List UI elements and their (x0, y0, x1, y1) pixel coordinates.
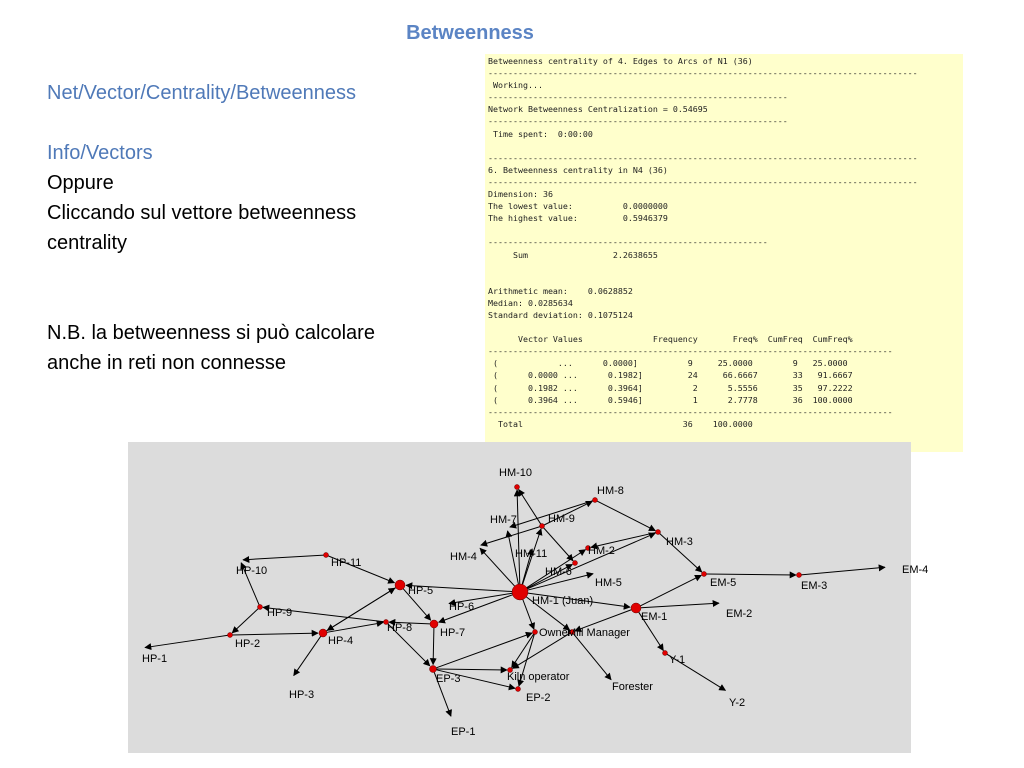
node-hm3[interactable] (656, 530, 661, 535)
note-line-2: anche in reti non connesse (47, 352, 287, 374)
node-hm10[interactable] (515, 485, 520, 490)
label-hp10: HP-10 (236, 565, 268, 577)
instructions-text (47, 78, 447, 378)
edge-em1-em2 (641, 603, 719, 608)
edge-hp9-hp2 (232, 608, 258, 633)
label-em2: EM-2 (726, 608, 753, 620)
label-hp4: HP-4 (328, 635, 354, 647)
network-svg (128, 442, 929, 753)
edge-hp4-hp8 (327, 623, 383, 633)
label-em5: EM-5 (710, 577, 737, 589)
network-graph (128, 442, 929, 753)
slide-title: Betweenness (406, 22, 534, 44)
node-hp9[interactable] (258, 605, 263, 610)
graph-labels (142, 467, 928, 738)
label-hm9: HM-9 (548, 513, 575, 525)
label-y2: Y-2 (729, 697, 746, 709)
label-mill: Mill Manager (567, 627, 630, 639)
edge-hm1-hm4 (480, 548, 515, 586)
node-ep2[interactable] (516, 687, 521, 692)
edge-hp7-ep3 (433, 628, 434, 665)
edge-em1-em5 (640, 575, 701, 605)
label-hp11: HP-11 (331, 557, 362, 569)
label-kiln: Kiln operator (507, 671, 570, 683)
note-line-1: N.B. la betweenness si può calcolare (47, 322, 375, 344)
node-hm6[interactable] (573, 561, 578, 566)
label-hm5: HM-5 (595, 577, 622, 589)
click-vector-line-2: centrality (47, 232, 128, 254)
node-ep3[interactable] (430, 666, 437, 673)
edge-hm1-hm10 (517, 490, 520, 584)
betweenness-report-panel (485, 54, 963, 452)
node-em5[interactable] (702, 572, 707, 577)
node-hp4[interactable] (319, 629, 327, 637)
node-em3[interactable] (797, 573, 802, 578)
label-hp3: HP-3 (289, 689, 315, 701)
label-em4: EM-4 (902, 564, 929, 576)
edge-em5-em3 (706, 574, 796, 575)
edge-hm8-hm3 (597, 501, 656, 531)
label-hp7: HP-7 (440, 627, 466, 639)
label-hm2: HM-2 (588, 545, 615, 557)
node-em1[interactable] (631, 603, 641, 613)
label-ep3: EP-3 (436, 673, 461, 685)
edge-hp4-hp3 (294, 636, 321, 675)
label-hm6: HM-6 (545, 566, 572, 578)
alt-path-text: Info/Vectors (47, 142, 153, 164)
edge-hm9-hm4 (481, 527, 540, 546)
edge-hm9-hm6 (543, 527, 573, 560)
label-hm7: HM-7 (490, 514, 517, 526)
label-hp9: HP-9 (267, 607, 293, 619)
edge-hp2-hp1 (145, 635, 228, 647)
label-em1: EM-1 (641, 611, 668, 623)
menu-path-text: Net/Vector/Centrality/Betweenness (47, 82, 357, 104)
node-hp7[interactable] (430, 620, 438, 628)
node-hm1[interactable] (512, 584, 528, 600)
label-ep2: EP-2 (526, 692, 551, 704)
label-hm11: HM-11 (515, 548, 548, 560)
edge-hp4-hp5 (326, 588, 395, 631)
node-hm9[interactable] (540, 524, 545, 529)
click-vector-line-1: Cliccando sul vettore betweenness (47, 202, 357, 224)
node-y1[interactable] (663, 651, 668, 656)
edge-mill-forester (573, 634, 611, 680)
label-hm10: HM-10 (499, 467, 533, 479)
edge-hp2-hp4 (232, 633, 318, 635)
label-hp6: HP-6 (449, 601, 475, 613)
label-hm8: HM-8 (597, 485, 624, 497)
label-hm1: HM-1 (Juan) (532, 595, 594, 607)
edge-hm9-hm10 (519, 490, 541, 525)
edge-hm1-hm3 (527, 533, 655, 589)
label-owner: Owner (539, 627, 572, 639)
edge-hp11-hp10 (243, 555, 324, 560)
node-hp5[interactable] (395, 580, 405, 590)
label-hp2: HP-2 (235, 638, 261, 650)
or-text: Oppure (47, 172, 114, 194)
report-text: Betweenness centrality of 4. Edges to Arcs of N1 (36) -------------------------------------------------------------------------------------- Working... ------------------------------------------------------------ Network Betweenness Centralization = 0.54695 ------------------------------------------------------------ Time spent: 0:00:00 -------------------------------------------------------------------------------------- 6. Betweenness centrality in N4 (36) -------------------------------------------------------------------------------------- Dimension: 36 The lowest value: 0.0000000 The highest value: 0.5946379 -------------------------------------------------------- Sum 2.2638655 Arithmetic mean: 0.0628852 Median: 0.0285634 Standard deviation: 0.1075124 Vector Values Frequency Freq% CumFreq CumFreq% --------------------------------------------------------------------------------- ( ... 0.0000] 9 25.0000 9 25.0000 ( 0.0000 ... 0.1982] 24 66.6667 33 91.6667 ( 0.1982 ... 0.3964] 2 5.5556 35 97.2222 ( 0.3964 ... 0.5946] 1 2.7778 36 100.0000 --------------------------------------------------------------------------------- Total 36 100.0000 (488, 56, 918, 429)
label-hm4: HM-4 (450, 551, 477, 563)
label-hp8: HP-8 (387, 622, 413, 634)
label-hm3: HM-3 (666, 536, 693, 548)
node-hp2[interactable] (228, 633, 233, 638)
edge-em3-em4 (801, 567, 885, 575)
label-ep1: EP-1 (451, 726, 476, 738)
label-hp5: HP-5 (408, 585, 434, 597)
edge-ep3-kiln (436, 669, 507, 670)
label-hp1: HP-1 (142, 653, 168, 665)
label-y1: Y-1 (669, 654, 686, 666)
label-em3: EM-3 (801, 580, 828, 592)
node-hm8[interactable] (593, 498, 598, 503)
node-hp11[interactable] (324, 553, 329, 558)
node-owner[interactable] (533, 630, 538, 635)
label-forester: Forester (612, 681, 653, 693)
